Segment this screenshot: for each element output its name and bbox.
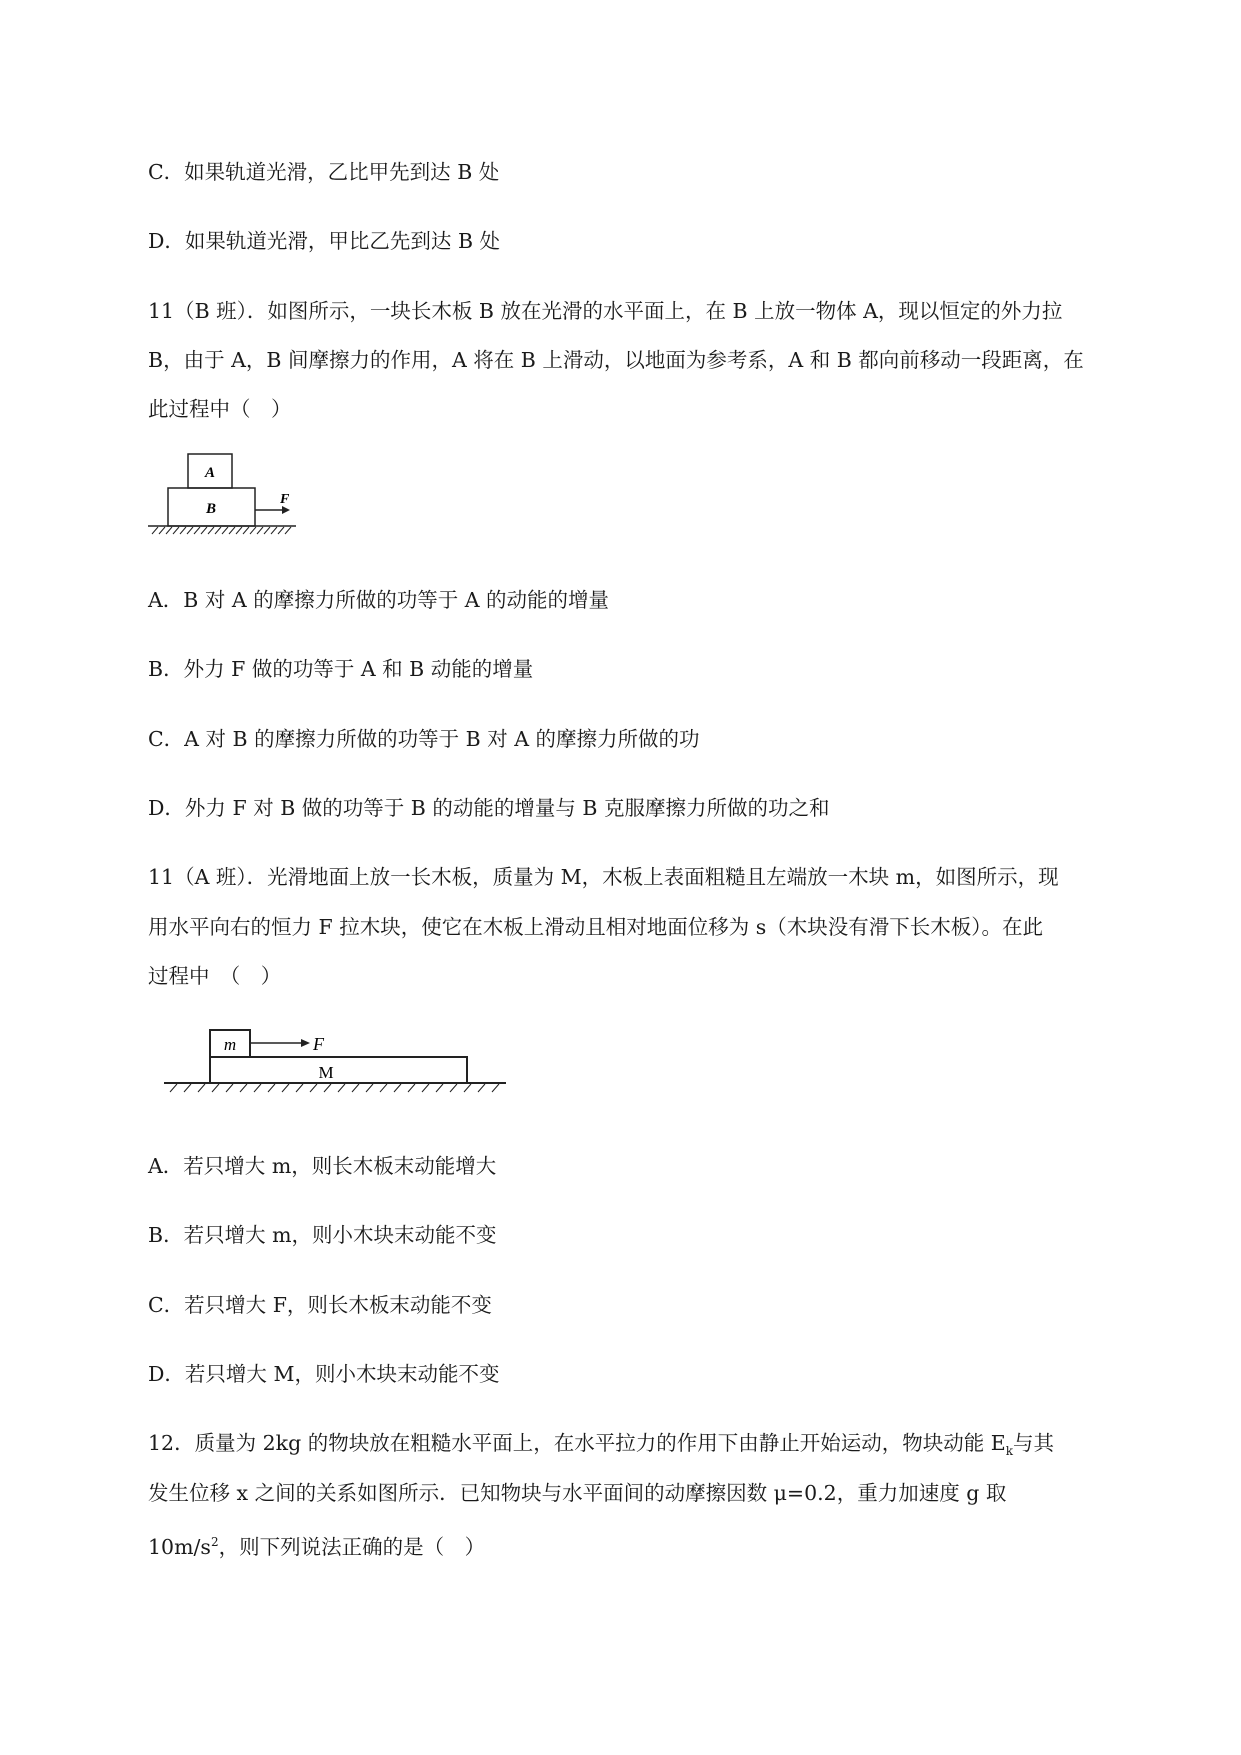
q11b-option-d: D．外力 F 对 B 做的功等于 B 的动能的增量与 B 克服摩擦力所做的功之和	[148, 796, 830, 820]
prev-option-d: D．如果轨道光滑，甲比乙先到达 B 处	[148, 229, 501, 253]
label-a: A	[204, 465, 216, 481]
board-big-m	[210, 1057, 467, 1083]
label-f: F	[313, 1034, 324, 1054]
q11a-stem-line3: 过程中 （ ）	[148, 964, 282, 988]
q11b-option-c: C．A 对 B 的摩擦力所做的功等于 B 对 A 的摩擦力所做的功	[148, 727, 700, 751]
label-b: B	[205, 501, 217, 517]
q11b-figure	[140, 448, 300, 546]
prev-option-c: C．如果轨道光滑，乙比甲先到达 B 处	[148, 160, 500, 184]
ground-hatching	[152, 527, 291, 534]
q12-line3-start: 10m/s	[148, 1534, 211, 1559]
label-m: m	[223, 1035, 237, 1054]
q12-line1-text: 12．质量为 2kg 的物块放在粗糙水平面上，在水平拉力的作用下由静止开始运动，物块动能 E	[148, 1431, 1006, 1455]
q11b-option-b: B．外力 F 做的功等于 A 和 B 动能的增量	[148, 657, 534, 681]
q11a-option-a: A．若只增大 m，则长木板末动能增大	[148, 1154, 497, 1178]
q12-line3-end: ，则下列说法正确的是（ ）	[218, 1534, 486, 1559]
force-arrowhead	[301, 1039, 310, 1047]
q11a-option-d: D．若只增大 M，则小木块末动能不变	[148, 1362, 500, 1386]
q12-ek-subscript: k	[1005, 1444, 1013, 1459]
q11a-option-b: B．若只增大 m，则小木块末动能不变	[148, 1223, 497, 1247]
q11a-stem-line1: 11（A 班）．光滑地面上放一长木板，质量为 M，木板上表面粗糙且左端放一木块 m，如图所示，现	[148, 865, 1059, 889]
q12-stem-line1	[148, 1428, 1054, 1466]
q11b-stem-line3: 此过程中（ ）	[148, 397, 292, 421]
q11a-figure	[160, 1020, 510, 1096]
q12-stem-line3	[148, 1527, 485, 1562]
q11a-stem-line2: 用水平向右的恒力 F 拉木块，使它在木板上滑动且相对地面位移为 s（木块没有滑下长木板）。在此	[148, 915, 1044, 939]
q12-stem-line2: 发生位移 x 之间的关系如图所示．已知物块与水平面间的动摩擦因数 μ=0.2，重力加速度 g 取	[148, 1481, 1007, 1505]
label-f: F	[280, 492, 290, 507]
force-arrowhead	[282, 506, 290, 514]
label-big-m: M	[318, 1063, 334, 1082]
q11b-stem-line2: B，由于 A，B 间摩擦力的作用，A 将在 B 上滑动，以地面为参考系，A 和 B 都向前移动一段距离，在	[148, 348, 1084, 372]
q12-line1-end: 与其	[1012, 1431, 1054, 1455]
q12-unit-superscript: 2	[210, 1535, 219, 1549]
q11a-option-c: C．若只增大 F，则长木板末动能不变	[148, 1293, 492, 1317]
q11b-stem-line1: 11（B 班）．如图所示，一块长木板 B 放在光滑的水平面上，在 B 上放一物体 A，现以恒定的外力拉	[148, 299, 1063, 323]
ground-hatching	[170, 1084, 499, 1092]
q11b-option-a: A．B 对 A 的摩擦力所做的功等于 A 的动能的增量	[148, 588, 610, 612]
